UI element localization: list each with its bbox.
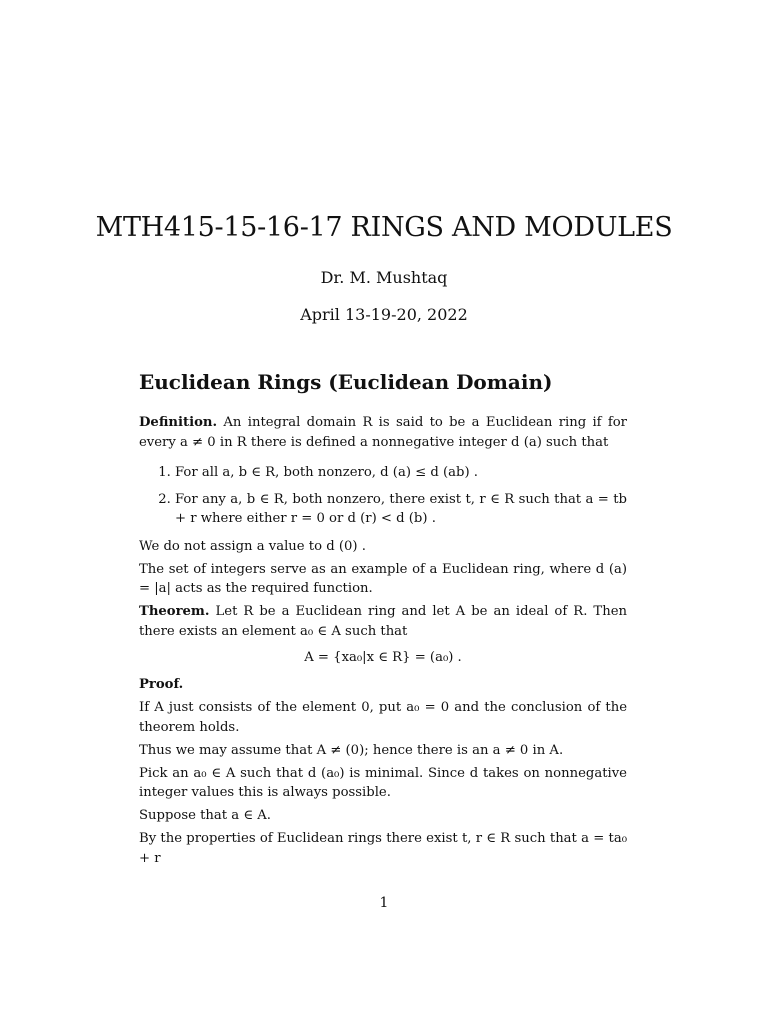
proof-paragraph: If A just consists of the element 0, put a₀ = 0 and the conclusion of the theorem holds. bbox=[139, 700, 627, 735]
proof-label: Proof. bbox=[139, 676, 184, 692]
theorem-text: Let R be a Euclidean ring and let A be an ideal of R. Then there exists an element a₀ ∈ A such that bbox=[139, 604, 627, 639]
remark-paragraph: We do not assign a value to d (0) . bbox=[139, 538, 366, 554]
main-content bbox=[139, 368, 627, 872]
section-heading: Euclidean Rings (Euclidean Domain) bbox=[139, 370, 553, 394]
theorem-label: Theorem. bbox=[139, 604, 210, 619]
definition-text: An integral domain R is said to be a Euclidean ring if for every a ≠ 0 in R there is defined a nonnegative integer d (a) such that bbox=[139, 415, 627, 450]
proof-paragraph: Suppose that a ∈ A. bbox=[139, 808, 271, 823]
proof-paragraph: By the properties of Euclidean rings there exist t, r ∈ R such that a = ta₀ + r bbox=[139, 831, 627, 866]
list-item: 1. For all a, b ∈ R, both nonzero, d (a) ≤ d (ab) . bbox=[175, 463, 627, 483]
list-item: 2. For any a, b ∈ R, both nonzero, there exist t, r ∈ R such that a = tb + r where either r = 0 or d (r) < d (b) . bbox=[175, 490, 627, 529]
document-title: MTH415-15-16-17 RINGS AND MODULES bbox=[95, 212, 673, 243]
author-name: Dr. M. Mushtaq bbox=[320, 268, 448, 287]
theorem-paragraph bbox=[139, 602, 627, 641]
definition-paragraph bbox=[139, 413, 627, 452]
proof-paragraph: Thus we may assume that A ≠ (0); hence there is an a ≠ 0 in A. bbox=[139, 742, 564, 758]
page-number: 1 bbox=[379, 895, 389, 911]
document-date: April 13-19-20, 2022 bbox=[300, 305, 468, 324]
proof-paragraph: Pick an a₀ ∈ A such that d (a₀) is minimal. Since d takes on nonnegative integer values this is always possible. bbox=[139, 765, 627, 800]
remark-paragraph: The set of integers serve as an example of a Euclidean ring, where d (a) = |a| acts as the required function. bbox=[139, 561, 627, 596]
display-equation: A = {xa₀|x ∈ R} = (a₀) . bbox=[304, 650, 462, 665]
definition-label: Definition. bbox=[139, 415, 218, 430]
definition-conditions-list bbox=[139, 463, 627, 529]
